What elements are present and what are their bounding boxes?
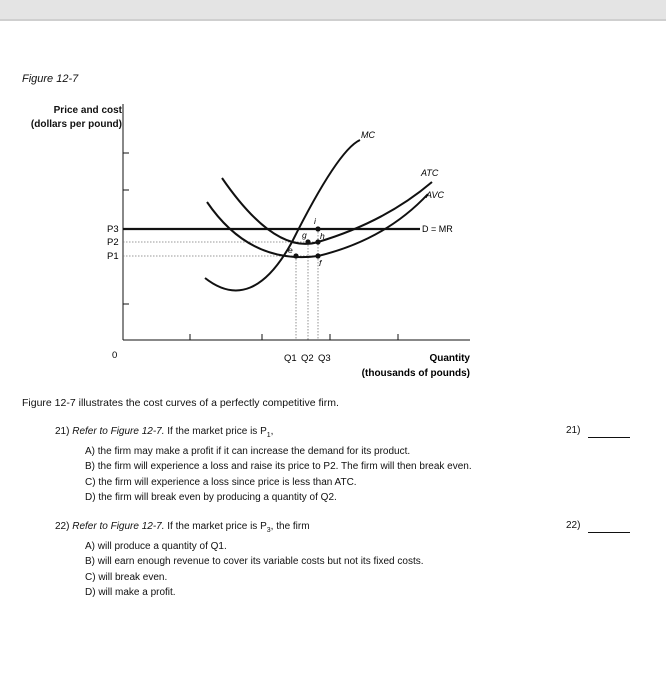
- question-21-option-b[interactable]: B) the firm will experience a loss and raise its price to P2. The firm will then break even.: [85, 461, 472, 472]
- question-21-option-a[interactable]: A) the firm may make a profit if it can increase the demand for its product.: [85, 445, 411, 457]
- question-21-stem-tail: ,: [270, 426, 274, 437]
- point-g-label: g: [302, 230, 307, 240]
- point-i-label: i: [314, 216, 316, 226]
- avc-label: AVC: [426, 190, 445, 200]
- question-21-stem-text: If the market price is P: [164, 426, 267, 437]
- y-axis-label-line2: (dollars per pound): [30, 119, 122, 130]
- atc-curve: [222, 178, 432, 244]
- demand-label: D = MR: [422, 224, 453, 234]
- quantity-label-q2: Q2: [301, 353, 314, 364]
- question-21-stem: [55, 424, 472, 444]
- question-21-stem-sub: 1: [266, 432, 271, 439]
- answer-22-number: 22): [566, 520, 581, 531]
- mc-curve: [205, 140, 360, 290]
- question-22-option-c[interactable]: C) will break even.: [85, 571, 168, 583]
- question-22-ref: Refer to Figure 12-7.: [72, 521, 165, 532]
- answer-22-blank[interactable]: [588, 532, 630, 533]
- mc-label: MC: [361, 130, 375, 140]
- price-label-p3: P3: [107, 224, 119, 235]
- question-22-stem: [55, 519, 424, 539]
- quantity-label-q3: Q3: [318, 353, 331, 364]
- question-22-option-b[interactable]: B) will earn enough revenue to cover its variable costs but not its fixed costs.: [85, 556, 424, 567]
- quantity-label-q1: Q1: [284, 353, 297, 364]
- question-21-number: 21): [55, 426, 70, 437]
- y-axis-label-line1: Price and cost: [53, 105, 122, 116]
- x-axis-label-line2: (thousands of pounds): [361, 368, 470, 379]
- question-21-ref: Refer to Figure 12-7.: [72, 426, 165, 437]
- question-22-stem-text: If the market price is P: [164, 521, 267, 532]
- figure-intro-text: Figure 12-7 illustrates the cost curves of a perfectly competitive firm.: [22, 397, 339, 409]
- question-22: [55, 519, 424, 601]
- point-e-label: e: [288, 245, 293, 255]
- question-22-stem-tail: , the firm: [270, 521, 310, 532]
- point-g-marker: [305, 239, 310, 244]
- point-h-label: h: [320, 231, 325, 241]
- question-22-option-a[interactable]: A) will produce a quantity of Q1.: [85, 540, 227, 552]
- question-22-number: 22): [55, 521, 70, 532]
- question-21-option-d[interactable]: D) the firm will break even by producing a quantity of Q2.: [85, 492, 337, 503]
- question-22-option-d[interactable]: D) will make a profit.: [85, 587, 176, 598]
- figure-caption: Figure 12-7: [22, 73, 79, 85]
- answer-21-blank[interactable]: [588, 437, 630, 438]
- price-label-p2: P2: [107, 237, 119, 248]
- atc-label: ATC: [421, 168, 439, 178]
- point-f-label: f: [319, 258, 322, 268]
- answer-21-number: 21): [566, 425, 581, 436]
- question-22-stem-sub: 3: [266, 527, 271, 534]
- price-label-p1: P1: [107, 251, 119, 262]
- x-axis-label-line1: Quantity: [429, 353, 470, 364]
- origin-label: 0: [112, 350, 118, 361]
- question-21-option-c[interactable]: C) the firm will experience a loss since price is less than ATC.: [85, 476, 357, 488]
- question-21: [55, 424, 472, 506]
- point-e-marker: [293, 253, 298, 258]
